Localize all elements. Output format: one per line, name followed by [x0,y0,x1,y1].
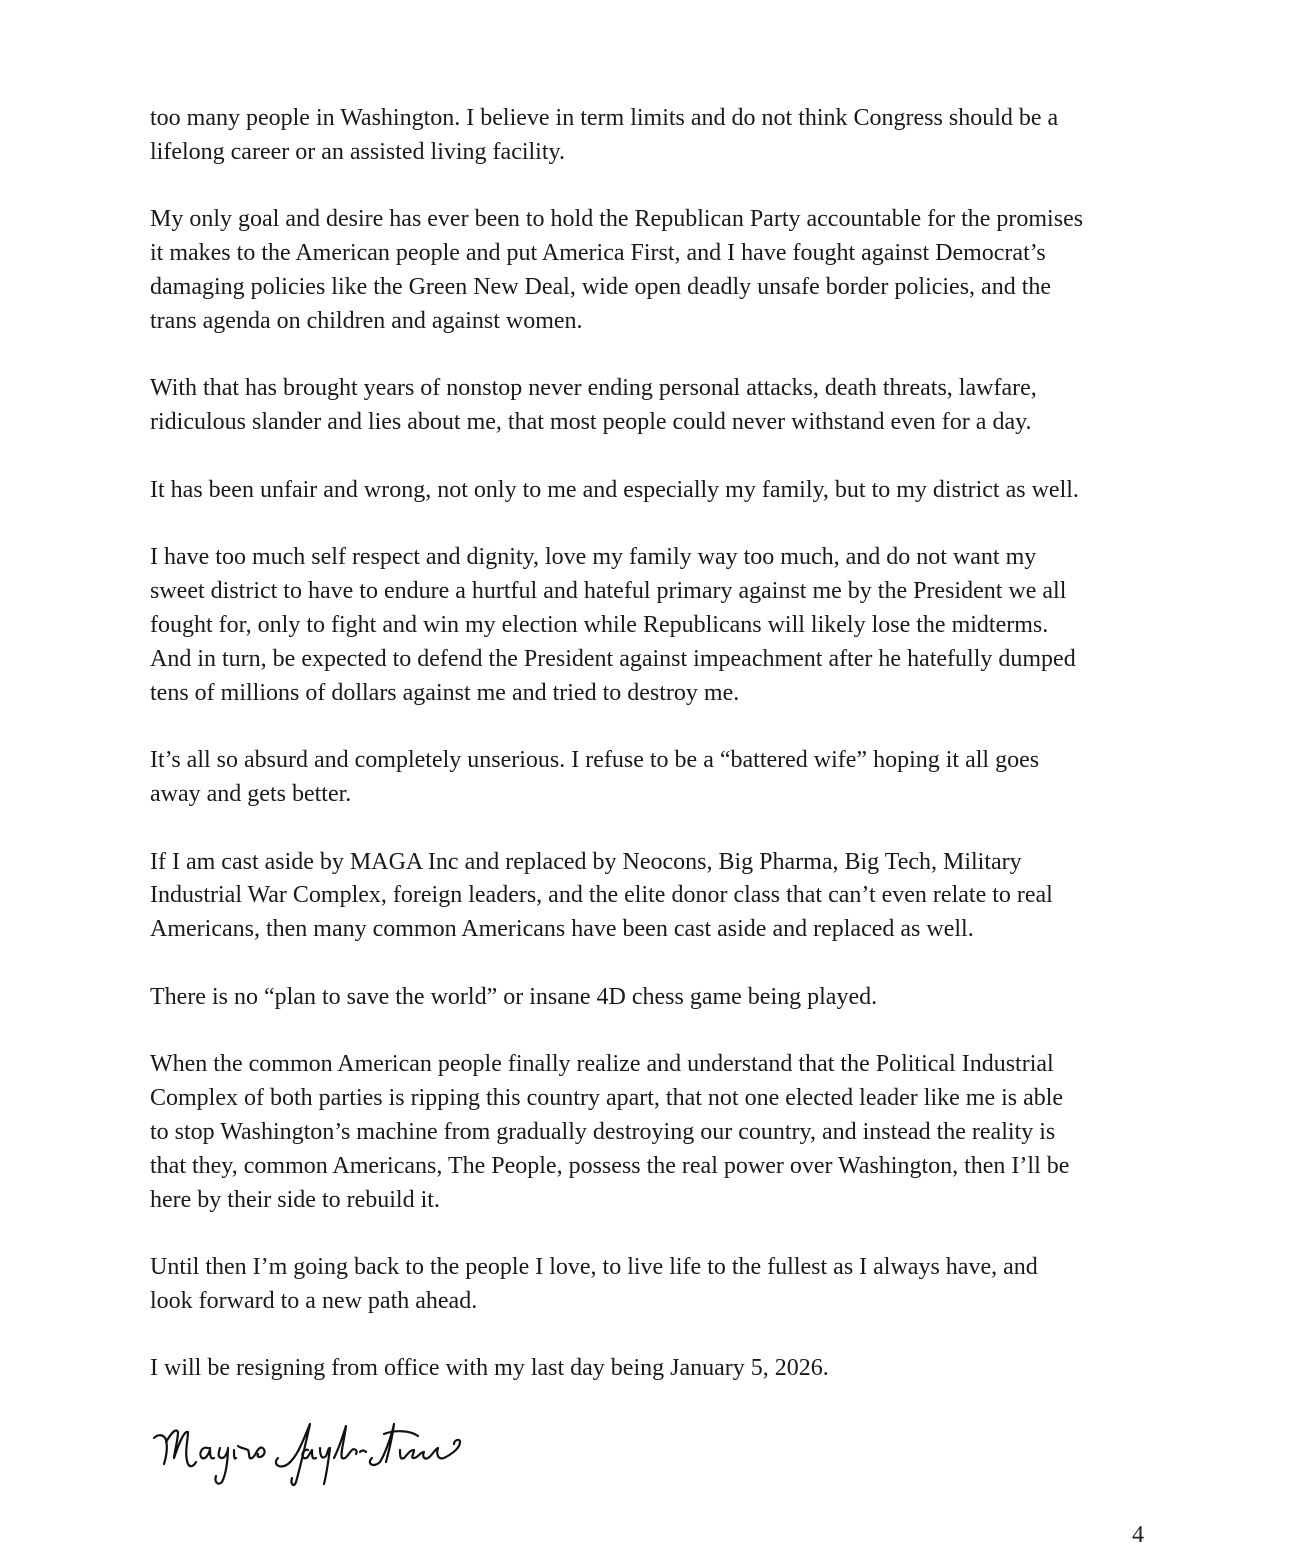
text-line: tens of millions of dollars against me and tried to destroy me. [150,679,740,706]
text-line: that they, common Americans, The People, possess the real power over Washington, then I’ll be [150,1152,1070,1179]
page-number: 4 [1132,1522,1144,1548]
text-line: away and gets better. [150,780,352,807]
text-line: look forward to a new path ahead. [150,1287,478,1314]
paragraph [150,1352,1170,1386]
text-line: There is no “plan to save the world” or insane 4D chess game being played. [150,983,878,1010]
text-line: Industrial War Complex, foreign leaders, and the elite donor class that can’t even relate to real [150,882,1053,909]
text-line: to stop Washington’s machine from gradually destroying our country, and instead the reality is [150,1118,1056,1145]
text-line: I have too much self respect and dignity, love my family way too much, and do not want my [150,544,1037,571]
text-line: ridiculous slander and lies about me, that most people could never withstand even for a day. [150,409,1032,436]
text-line: it makes to the American people and put America First, and I have fought against Democrat’s [150,240,1046,267]
text-line: damaging policies like the Green New Deal, wide open deadly unsafe border policies, and the [150,273,1052,300]
text-line: And in turn, be expected to defend the President against impeachment after he hatefully dumped [150,645,1076,672]
paragraph [150,102,1170,170]
text-line: I will be resigning from office with my last day being January 5, 2026. [150,1355,829,1382]
text-line: It’s all so absurd and completely unserious. I refuse to be a “battered wife” hoping it all goes [150,747,1040,774]
paragraph [150,1048,1170,1217]
text-line: When the common American people finally realize and understand that the Political Industrial [150,1051,1054,1078]
text-line: here by their side to rebuild it. [150,1186,440,1213]
paragraph [150,372,1170,440]
text-line: lifelong career or an assisted living facility. [150,138,565,165]
text-line: Americans, then many common Americans have been cast aside and replaced as well. [150,916,974,943]
text-line: With that has brought years of nonstop never ending personal attacks, death threats, lawfare, [150,375,1037,402]
text-line: Complex of both parties is ripping this country apart, that not one elected leader like me is able [150,1085,1064,1112]
text-line: Until then I’m going back to the people I love, to live life to the fullest as I always have, and [150,1254,1038,1281]
paragraph [150,203,1170,338]
text-line: It has been unfair and wrong, not only to me and especially my family, but to my district as well. [150,476,1079,503]
paragraph [150,474,1170,508]
text-line: too many people in Washington. I believe in term limits and do not think Congress should be a [150,105,1059,131]
paragraph [150,981,1170,1015]
text-line: trans agenda on children and against women. [150,307,583,334]
text-line: My only goal and desire has ever been to hold the Republican Party accountable for the promises [150,206,1084,233]
text-line: sweet district to have to endure a hurtful and hateful primary against me by the President we all [150,578,1067,605]
paragraph [150,744,1170,812]
signature [148,1418,468,1498]
paragraph [150,541,1170,710]
text-line: If I am cast aside by MAGA Inc and replaced by Neocons, Big Pharma, Big Tech, Military [150,848,1022,875]
letter-body [150,102,1170,1420]
paragraph [150,846,1170,947]
text-line: fought for, only to fight and win my election while Republicans will likely lose the midterms. [150,611,1049,638]
paragraph [150,1251,1170,1319]
